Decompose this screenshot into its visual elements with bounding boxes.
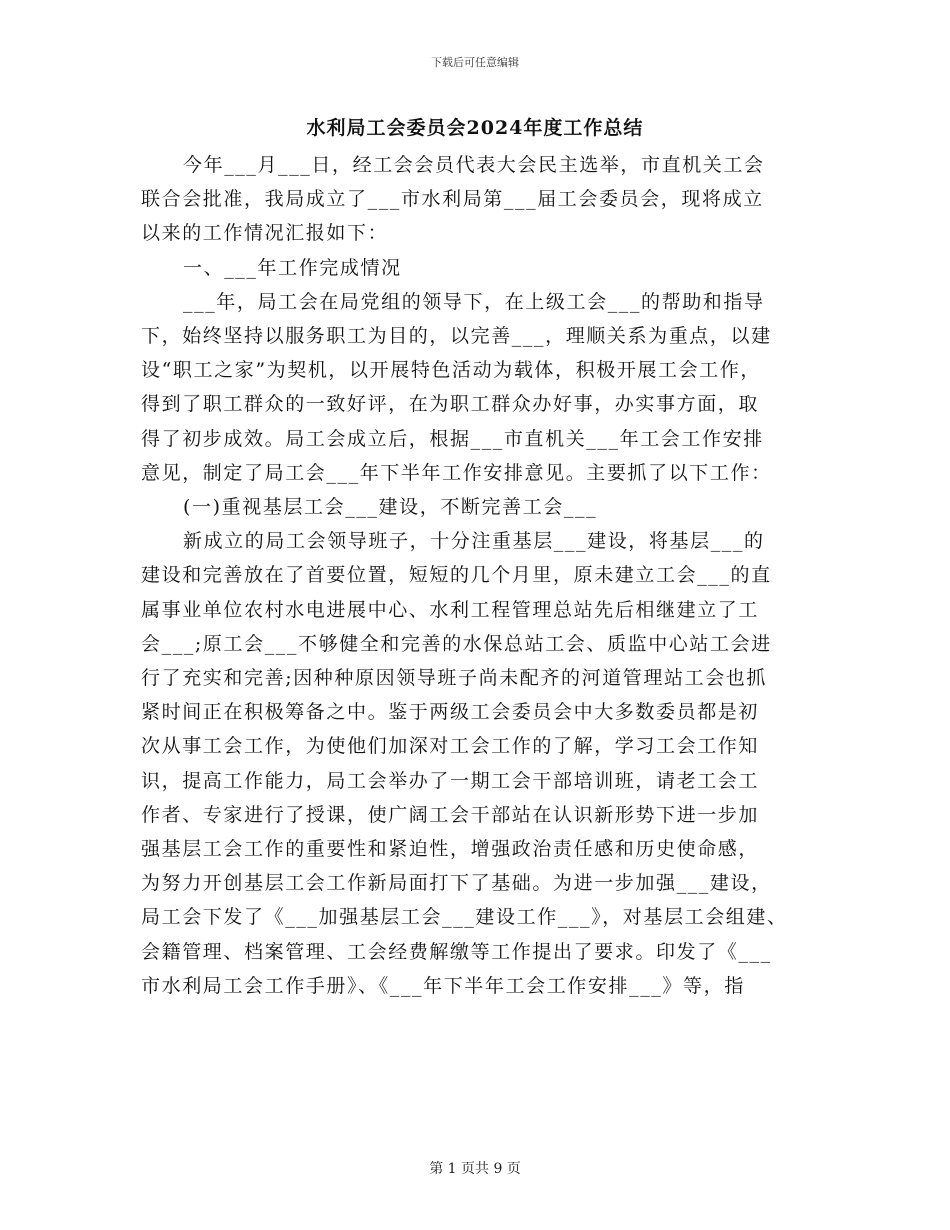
body-line: 新成立的局工会领导班子，十分注重基层___建设，将基层___的 — [183, 530, 765, 553]
body-line: 得了初步成效。局工会成立后，根据___市直机关___年工会工作安排 — [141, 427, 764, 450]
body-line: 今年___月___日，经工会会员代表大会民主选举，市直机关工会 — [183, 154, 765, 176]
body-line: 意见，制定了局工会___年下半年工作安排意见。主要抓了以下工作： — [141, 461, 772, 484]
body-line: (一)重视基层工会___建设，不断完善工会___ — [183, 496, 598, 518]
body-line: 强基层工会工作的重要性和紧迫性，增强政治责任感和历史使命感， — [141, 838, 760, 860]
body-line: 会___;原工会___不够健全和完善的水保总站工会、质监中心站工会进 — [141, 632, 772, 655]
body-line: 下，始终坚持以服务职工为目的，以完善___，理顺关系为重点，以建 — [141, 325, 772, 347]
body-line: ___年，局工会在局党组的领导下，在上级工会___的帮助和指导 — [183, 290, 765, 313]
body-line: 行了充实和完善;因种种原因领导班子尚未配齐的河道管理站工会也抓 — [141, 667, 768, 689]
body-line: 市水利局工会工作手册》、《___年下半年工会工作安排___》等，指 — [141, 974, 745, 997]
body-line: 属事业单位农村水电进展中心、水利工程管理总站先后相继建立了工 — [141, 598, 760, 621]
body-line: 次从事工会工作，为使他们加深对工会工作的了解，学习工会工作知 — [141, 735, 760, 758]
body-line: 建设和完善放在了首要位置，短短的几个月里，原未建立工会___的直 — [141, 564, 772, 587]
body-line: 局工会下发了《___加强基层工会___建设工作___》，对基层工会组建、 — [141, 906, 788, 929]
document-title: 水利局工会委员会2024年度工作总结 — [306, 117, 644, 139]
body-line: 得到了职工群众的一致好评，在为职工群众办好事，办实事方面，取 — [141, 393, 760, 416]
body-line: 以来的工作情况汇报如下： — [141, 222, 389, 245]
body-line: 设“职工之家”为契机，以开展特色活动为载体，积极开展工会工作， — [141, 359, 762, 382]
page-header-note: 下载后可任意编辑 — [431, 56, 519, 69]
body-line: 会籍管理、档案管理、工会经费解缴等工作提出了要求。印发了《___ — [141, 940, 772, 963]
body-line: 作者、专家进行了授课，使广阔工会干部站在认识新形势下进一步加 — [141, 803, 760, 826]
body-line: 识，提高工作能力，局工会举办了一期工会干部培训班，请老工会工 — [141, 769, 760, 792]
body-line: 一、___年工作完成情况 — [183, 256, 402, 279]
body-line: 为努力开创基层工会工作新局面打下了基础。为进一步加强___建设， — [141, 872, 772, 895]
page-footer: 第 1 页共 9 页 — [429, 1161, 521, 1177]
body-line: 联合会批准，我局成立了___市水利局第___届工会委员会，现将成立 — [141, 188, 764, 211]
body-line: 紧时间正在积极筹备之中。鉴于两级工会委员会中大多数委员都是初 — [141, 701, 760, 724]
